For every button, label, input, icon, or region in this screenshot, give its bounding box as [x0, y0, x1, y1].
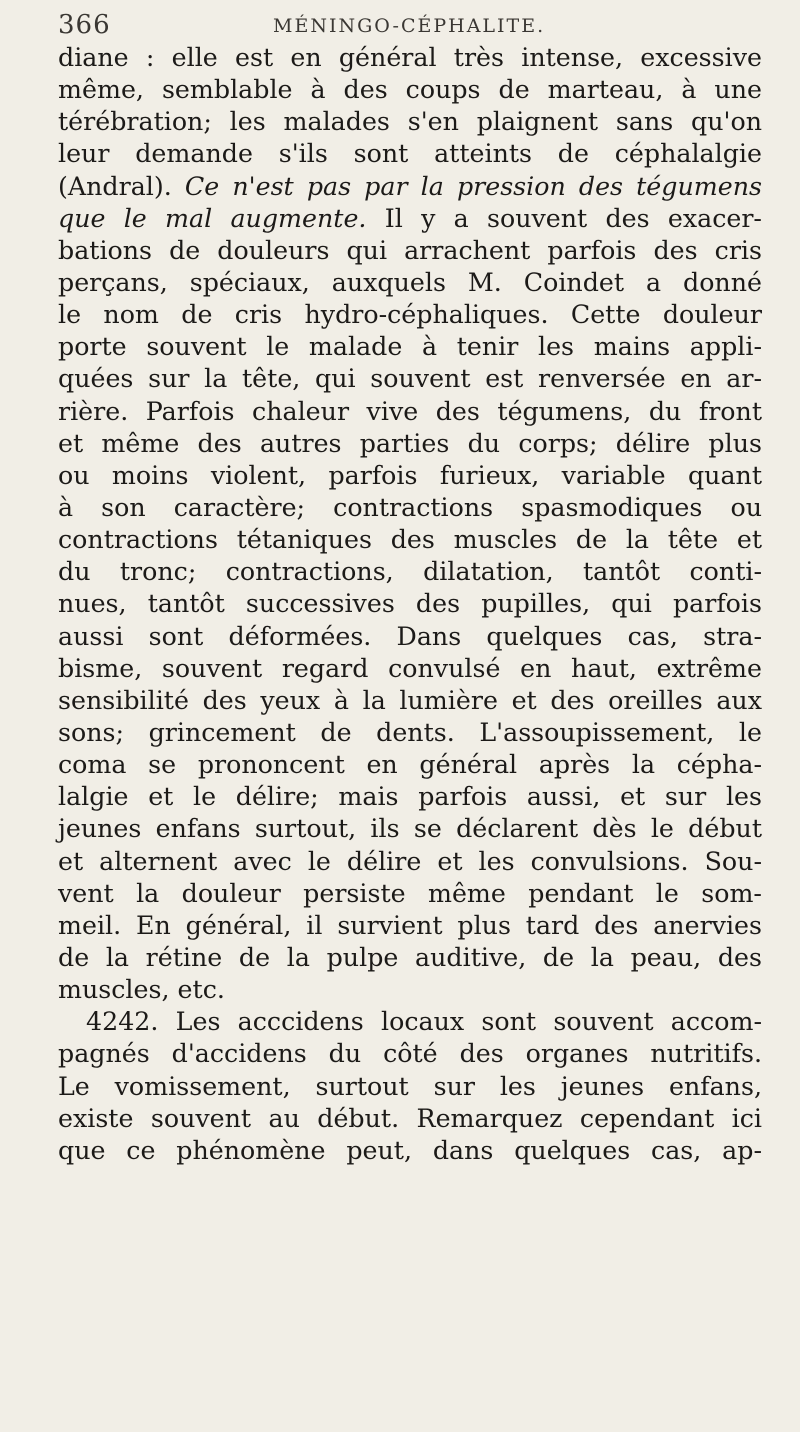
text-line: que ce phénomène peut, dans quelques cas, ap-	[58, 1135, 762, 1165]
text-line: meil. En général, il survient plus tard des anervies	[58, 910, 762, 940]
text-line: térébration; les malades s'en plaignent sans qu'on	[58, 107, 762, 137]
text-line-mixed	[58, 171, 762, 203]
text-line: ou moins violent, parfois furieux, variable quant	[58, 460, 762, 490]
running-title: MÉNINGO-CÉPHALITE.	[273, 15, 546, 37]
text-line: jeunes enfans surtout, ils se déclarent dès le début	[58, 814, 762, 844]
text-line: quées sur la tête, qui souvent est renversée en ar-	[58, 364, 762, 394]
text-line: rière. Parfois chaleur vive des tégumens, du front	[58, 396, 762, 426]
paragraph-start-4242: 4242. Les acccidens locaux sont souvent accom-	[86, 1007, 762, 1037]
text-line: diane : elle est en général très intense, excessive	[58, 43, 762, 72]
text-line: du tronc; contractions, dilatation, tantôt conti-	[58, 557, 762, 587]
text-line: aussi sont déformées. Dans quelques cas, stra-	[58, 621, 762, 651]
text-line: à son caractère; contractions spasmodiques ou	[58, 492, 762, 522]
text-line: bisme, souvent regard convulsé en haut, extrême	[58, 653, 762, 683]
running-head	[58, 10, 758, 40]
page-number: 366	[58, 10, 111, 40]
body-text	[58, 42, 762, 1167]
text-line: perçans, spéciaux, auxquels M. Coindet a donné	[58, 267, 762, 297]
text-line: sensibilité des yeux à la lumière et des oreilles aux	[58, 685, 762, 715]
italic-phrase: que le mal augmente.	[58, 203, 367, 233]
text-fragment: Il y a souvent des exacer-	[384, 203, 762, 233]
text-line-mixed	[58, 203, 762, 235]
italic-phrase: Ce n'est pas par la pression des tégumens	[184, 171, 762, 201]
text-line: le nom de cris hydro-céphaliques. Cette douleur	[58, 300, 762, 330]
text-line: et alternent avec le délire et les convulsions. Sou-	[58, 846, 762, 876]
text-line: nues, tantôt successives des pupilles, qui parfois	[58, 589, 762, 619]
text-line: pagnés d'accidens du côté des organes nutritifs.	[58, 1039, 762, 1069]
text-line: même, semblable à des coups de marteau, à une	[58, 75, 762, 105]
text-line: vent la douleur persiste même pendant le som-	[58, 878, 762, 908]
text-line: et même des autres parties du corps; délire plus	[58, 428, 762, 458]
text-fragment: (Andral).	[58, 171, 172, 201]
text-line: de la rétine de la pulpe auditive, de la peau, des	[58, 942, 762, 972]
text-line: Le vomissement, surtout sur les jeunes enfans,	[58, 1071, 762, 1101]
text-line: sons; grincement de dents. L'assoupissement, le	[58, 717, 762, 747]
text-line: muscles, etc.	[58, 975, 225, 1005]
text-line: porte souvent le malade à tenir les mains appli-	[58, 332, 762, 362]
text-line: bations de douleurs qui arrachent parfois des cris	[58, 235, 762, 265]
text-line: coma se prononcent en général après la cépha-	[58, 750, 762, 780]
text-line: existe souvent au début. Remarquez cependant ici	[58, 1103, 762, 1133]
text-line: lalgie et le délire; mais parfois aussi, et sur les	[58, 782, 762, 812]
text-line: contractions tétaniques des muscles de la tête et	[58, 525, 762, 555]
text-line: leur demande s'ils sont atteints de céphalalgie	[58, 139, 762, 169]
